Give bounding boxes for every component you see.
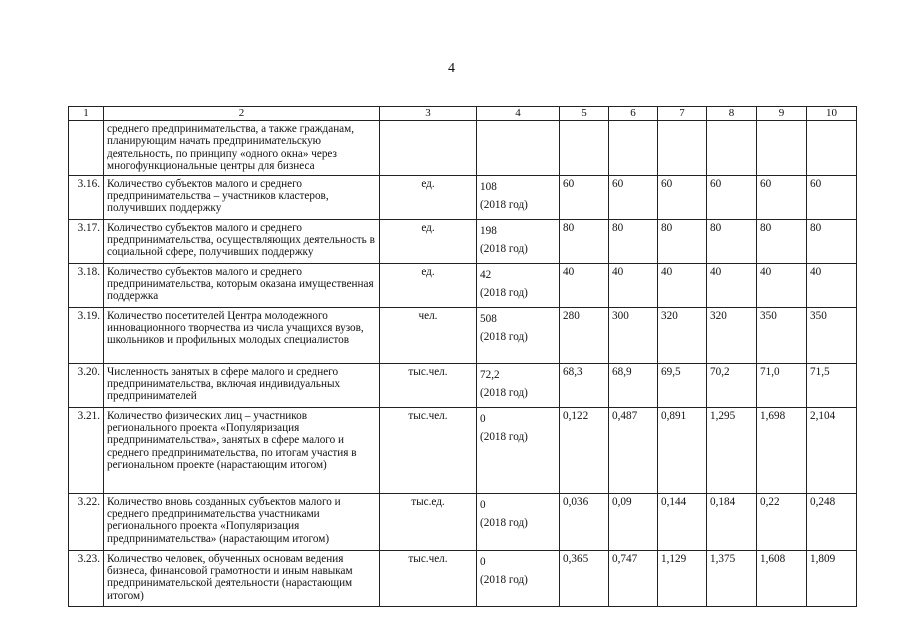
header-cell: 7 xyxy=(658,107,707,121)
base-cell xyxy=(477,175,560,219)
unit-cell: ед. xyxy=(380,175,477,219)
indicator-name-cell: Количество субъектов малого и среднего предпринимательства – участников кластеров, получивших поддержку xyxy=(104,175,380,219)
unit-cell: тыс.ед. xyxy=(380,493,477,550)
base-cell xyxy=(477,550,560,606)
base-cell xyxy=(477,407,560,493)
row-number-cell xyxy=(69,121,104,176)
value-cell: 0,09 xyxy=(609,493,658,550)
unit-cell: тыс.чел. xyxy=(380,407,477,493)
table-row xyxy=(69,493,857,550)
base-cell xyxy=(477,121,560,176)
value-cell: 40 xyxy=(658,263,707,307)
table-row xyxy=(69,175,857,219)
value-cell: 60 xyxy=(757,175,807,219)
indicator-name-cell: Количество субъектов малого и среднего предпринимательства, осуществляющих деятельность в социальной сфере, получивших поддержку xyxy=(104,219,380,263)
value-cell: 0,747 xyxy=(609,550,658,606)
continuation-row xyxy=(69,121,857,176)
unit-cell: чел. xyxy=(380,307,477,363)
value-cell: 1,375 xyxy=(707,550,757,606)
value-cell xyxy=(707,121,757,176)
value-cell: 68,3 xyxy=(560,363,609,407)
value-cell: 0,184 xyxy=(707,493,757,550)
value-cell: 320 xyxy=(658,307,707,363)
value-cell xyxy=(658,121,707,176)
table-row xyxy=(69,219,857,263)
table-row xyxy=(69,550,857,606)
value-cell: 1,698 xyxy=(757,407,807,493)
base-year: (2018 год) xyxy=(480,242,528,255)
indicator-name-cell: Количество человек, обученных основам ведения бизнеса, финансовой грамотности и иным навыкам предпринимательской деятельности (нарастающим итогом) xyxy=(104,550,380,606)
unit-cell: ед. xyxy=(380,263,477,307)
value-cell: 80 xyxy=(609,219,658,263)
base-year: (2018 год) xyxy=(480,286,528,299)
row-number-cell: 3.22. xyxy=(69,493,104,550)
header-cell: 4 xyxy=(477,107,560,121)
header-cell: 1 xyxy=(69,107,104,121)
value-cell: 40 xyxy=(807,263,857,307)
page-number: 4 xyxy=(448,61,455,76)
value-cell: 68,9 xyxy=(609,363,658,407)
indicator-name-cell: Количество физических лиц – участников регионального проекта «Популяризация предпринимательства», занятых в сфере малого и среднего предпринимательства, по итогам участия в региональном проекте (нарастающим итогом) xyxy=(104,407,380,493)
unit-cell: ед. xyxy=(380,219,477,263)
header-row xyxy=(69,107,857,121)
value-cell: 69,5 xyxy=(658,363,707,407)
header-cell: 10 xyxy=(807,107,857,121)
base-year: (2018 год) xyxy=(480,198,528,211)
value-cell: 0,22 xyxy=(757,493,807,550)
value-cell: 80 xyxy=(807,219,857,263)
table-row xyxy=(69,363,857,407)
value-cell xyxy=(560,121,609,176)
row-number-cell: 3.23. xyxy=(69,550,104,606)
base-cell xyxy=(477,263,560,307)
base-cell xyxy=(477,493,560,550)
value-cell: 40 xyxy=(560,263,609,307)
table-row xyxy=(69,307,857,363)
table-row xyxy=(69,407,857,493)
base-value: 198 xyxy=(480,224,497,237)
value-cell: 1,295 xyxy=(707,407,757,493)
value-cell xyxy=(609,121,658,176)
value-cell: 71,5 xyxy=(807,363,857,407)
header-cell: 5 xyxy=(560,107,609,121)
row-number-cell: 3.19. xyxy=(69,307,104,363)
value-cell: 60 xyxy=(609,175,658,219)
value-cell: 70,2 xyxy=(707,363,757,407)
value-cell: 0,365 xyxy=(560,550,609,606)
unit-cell: тыс.чел. xyxy=(380,550,477,606)
base-cell xyxy=(477,307,560,363)
value-cell: 1,809 xyxy=(807,550,857,606)
row-number-cell: 3.21. xyxy=(69,407,104,493)
base-value: 0 xyxy=(480,498,486,511)
indicator-name-cell: Численность занятых в сфере малого и среднего предпринимательства, включая индивидуальных предпринимателей xyxy=(104,363,380,407)
value-cell: 0,248 xyxy=(807,493,857,550)
unit-cell xyxy=(380,121,477,176)
value-cell: 300 xyxy=(609,307,658,363)
base-value: 42 xyxy=(480,268,492,281)
value-cell: 0,487 xyxy=(609,407,658,493)
base-year: (2018 год) xyxy=(480,430,528,443)
value-cell: 71,0 xyxy=(757,363,807,407)
value-cell: 80 xyxy=(560,219,609,263)
row-number-cell: 3.18. xyxy=(69,263,104,307)
base-year: (2018 год) xyxy=(480,573,528,586)
value-cell xyxy=(807,121,857,176)
base-year: (2018 год) xyxy=(480,330,528,343)
base-value: 108 xyxy=(480,180,497,193)
value-cell: 80 xyxy=(658,219,707,263)
value-cell: 80 xyxy=(757,219,807,263)
base-year: (2018 год) xyxy=(480,386,528,399)
value-cell: 40 xyxy=(707,263,757,307)
base-value: 508 xyxy=(480,312,497,325)
value-cell: 0,891 xyxy=(658,407,707,493)
value-cell: 40 xyxy=(609,263,658,307)
row-number-cell: 3.16. xyxy=(69,175,104,219)
unit-cell: тыс.чел. xyxy=(380,363,477,407)
value-cell: 60 xyxy=(658,175,707,219)
header-cell: 8 xyxy=(707,107,757,121)
header-cell: 2 xyxy=(104,107,380,121)
header-cell: 6 xyxy=(609,107,658,121)
indicators-table xyxy=(68,106,857,607)
base-value: 0 xyxy=(480,555,486,568)
value-cell: 60 xyxy=(807,175,857,219)
value-cell: 60 xyxy=(707,175,757,219)
value-cell: 350 xyxy=(757,307,807,363)
value-cell: 0,122 xyxy=(560,407,609,493)
value-cell: 280 xyxy=(560,307,609,363)
base-value: 0 xyxy=(480,412,486,425)
base-year: (2018 год) xyxy=(480,516,528,529)
value-cell: 80 xyxy=(707,219,757,263)
value-cell: 2,104 xyxy=(807,407,857,493)
value-cell: 40 xyxy=(757,263,807,307)
row-number-cell: 3.20. xyxy=(69,363,104,407)
value-cell: 60 xyxy=(560,175,609,219)
value-cell: 350 xyxy=(807,307,857,363)
table-row xyxy=(69,263,857,307)
value-cell: 320 xyxy=(707,307,757,363)
value-cell: 1,129 xyxy=(658,550,707,606)
value-cell: 0,144 xyxy=(658,493,707,550)
header-cell: 9 xyxy=(757,107,807,121)
base-cell xyxy=(477,219,560,263)
value-cell: 0,036 xyxy=(560,493,609,550)
indicator-name-cell: Количество вновь созданных субъектов малого и среднего предпринимательства участниками регионального проекта «Популяризация предпринимательства» (нарастающим итогом) xyxy=(104,493,380,550)
row-number-cell: 3.17. xyxy=(69,219,104,263)
indicator-name-cell: Количество субъектов малого и среднего предпринимательства, которым оказана имущественная поддержка xyxy=(104,263,380,307)
value-cell xyxy=(757,121,807,176)
indicator-name-cell: Количество посетителей Центра молодежного инновационного творчества из числа учащихся вузов, школьников и профильных молодых специалистов xyxy=(104,307,380,363)
header-cell: 3 xyxy=(380,107,477,121)
indicator-name-cell: среднего предпринимательства, а также гражданам, планирующим начать предпринимательскую деятельность, по принципу «одного окна» через многофункциональные центры для бизнеса xyxy=(104,121,380,176)
value-cell: 1,608 xyxy=(757,550,807,606)
base-value: 72,2 xyxy=(480,368,500,381)
base-cell xyxy=(477,363,560,407)
